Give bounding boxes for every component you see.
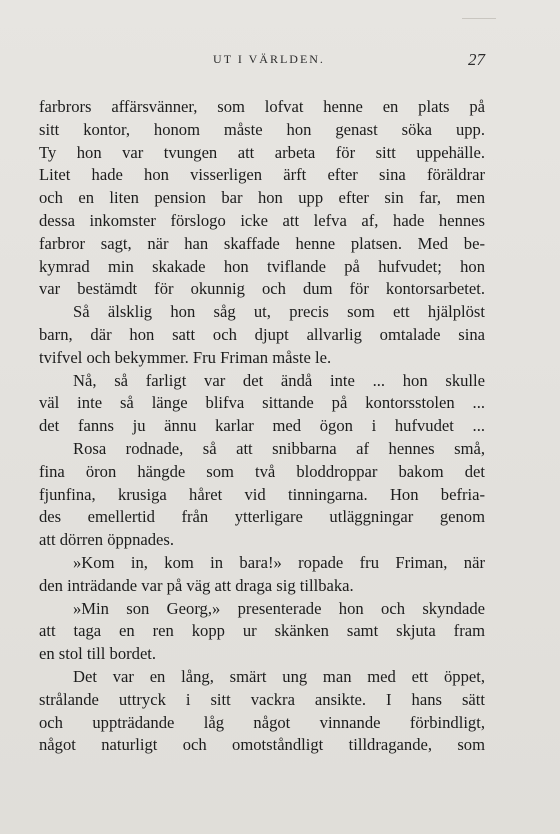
text-line: barn, där hon satt och djupt allvarlig omtalade sina — [39, 324, 485, 344]
text-line: att taga en ren kopp ur skänken samt skjuta fram — [39, 621, 485, 641]
paper-mark — [462, 18, 496, 19]
text-line: sitt kontor, honom måste hon genast söka upp. — [39, 119, 485, 139]
running-title: UT I VÄRLDEN. — [213, 52, 325, 66]
text-line: Så älsklig hon såg ut, precis som ett hjälplöst — [73, 302, 485, 322]
body-text — [39, 96, 485, 757]
text-line: en stol till bordet. — [39, 644, 157, 664]
text-line: fina öron hängde som två bloddroppar bakom det — [39, 461, 485, 481]
text-line: kymrad min skakade hon tviflande på hufvudet; hon — [39, 256, 485, 276]
text-line: farbror sagt, när han skaffade henne platsen. Med be- — [39, 233, 485, 253]
text-line: Ty hon var tvungen att arbeta för sitt uppehälle. — [39, 142, 485, 162]
text-line: farbrors affärsvänner, som lofvat henne en plats på — [39, 97, 485, 116]
text-line: väl inte så länge blifva sittande på kontorsstolen ... — [39, 393, 485, 413]
text-line: Rosa rodnade, så att snibbarna af hennes små, — [73, 438, 485, 458]
text-line: och uppträdande låg något vinnande förbindligt, — [39, 712, 485, 732]
text-line: något naturligt och omotståndligt tilldragande, som — [39, 735, 485, 755]
text-line: strålande uttryck i sitt vackra ansikte. I hans sätt — [39, 689, 485, 709]
text-line: det fanns ju ännu karlar med ögon i hufvudet ... — [39, 416, 485, 436]
text-line: des emellertid från ytterligare utläggningar genom — [39, 507, 485, 527]
text-line: var bestämdt för okunnig och dum för kontorsarbetet. — [39, 279, 485, 299]
text-line: dessa inkomster förslogo icke att lefva af, hade hennes — [39, 210, 485, 230]
text-line: Det var en lång, smärt ung man med ett öppet, — [73, 666, 485, 686]
text-line: att dörren öppnades. — [39, 530, 175, 550]
page-number: 27 — [468, 50, 485, 69]
page-header — [39, 52, 485, 72]
text-line: och en liten pension bar hon upp efter sin far, men — [39, 188, 485, 208]
text-line: den inträdande var på väg att draga sig tillbaka. — [39, 575, 354, 595]
text-line: »Kom in, kom in bara!» ropade fru Friman, när — [73, 552, 485, 572]
text-line: Litet hade hon visserligen ärft efter sina föräldrar — [39, 165, 485, 185]
text-line: Nå, så farligt var det ändå inte ... hon skulle — [73, 370, 485, 390]
text-line: »Min son Georg,» presenterade hon och skyndade — [73, 598, 485, 618]
text-line: tvifvel och bekymmer. Fru Friman måste le. — [39, 347, 332, 367]
text-line: fjunfina, krusiga håret vid tinningarna. Hon befria- — [39, 484, 485, 504]
